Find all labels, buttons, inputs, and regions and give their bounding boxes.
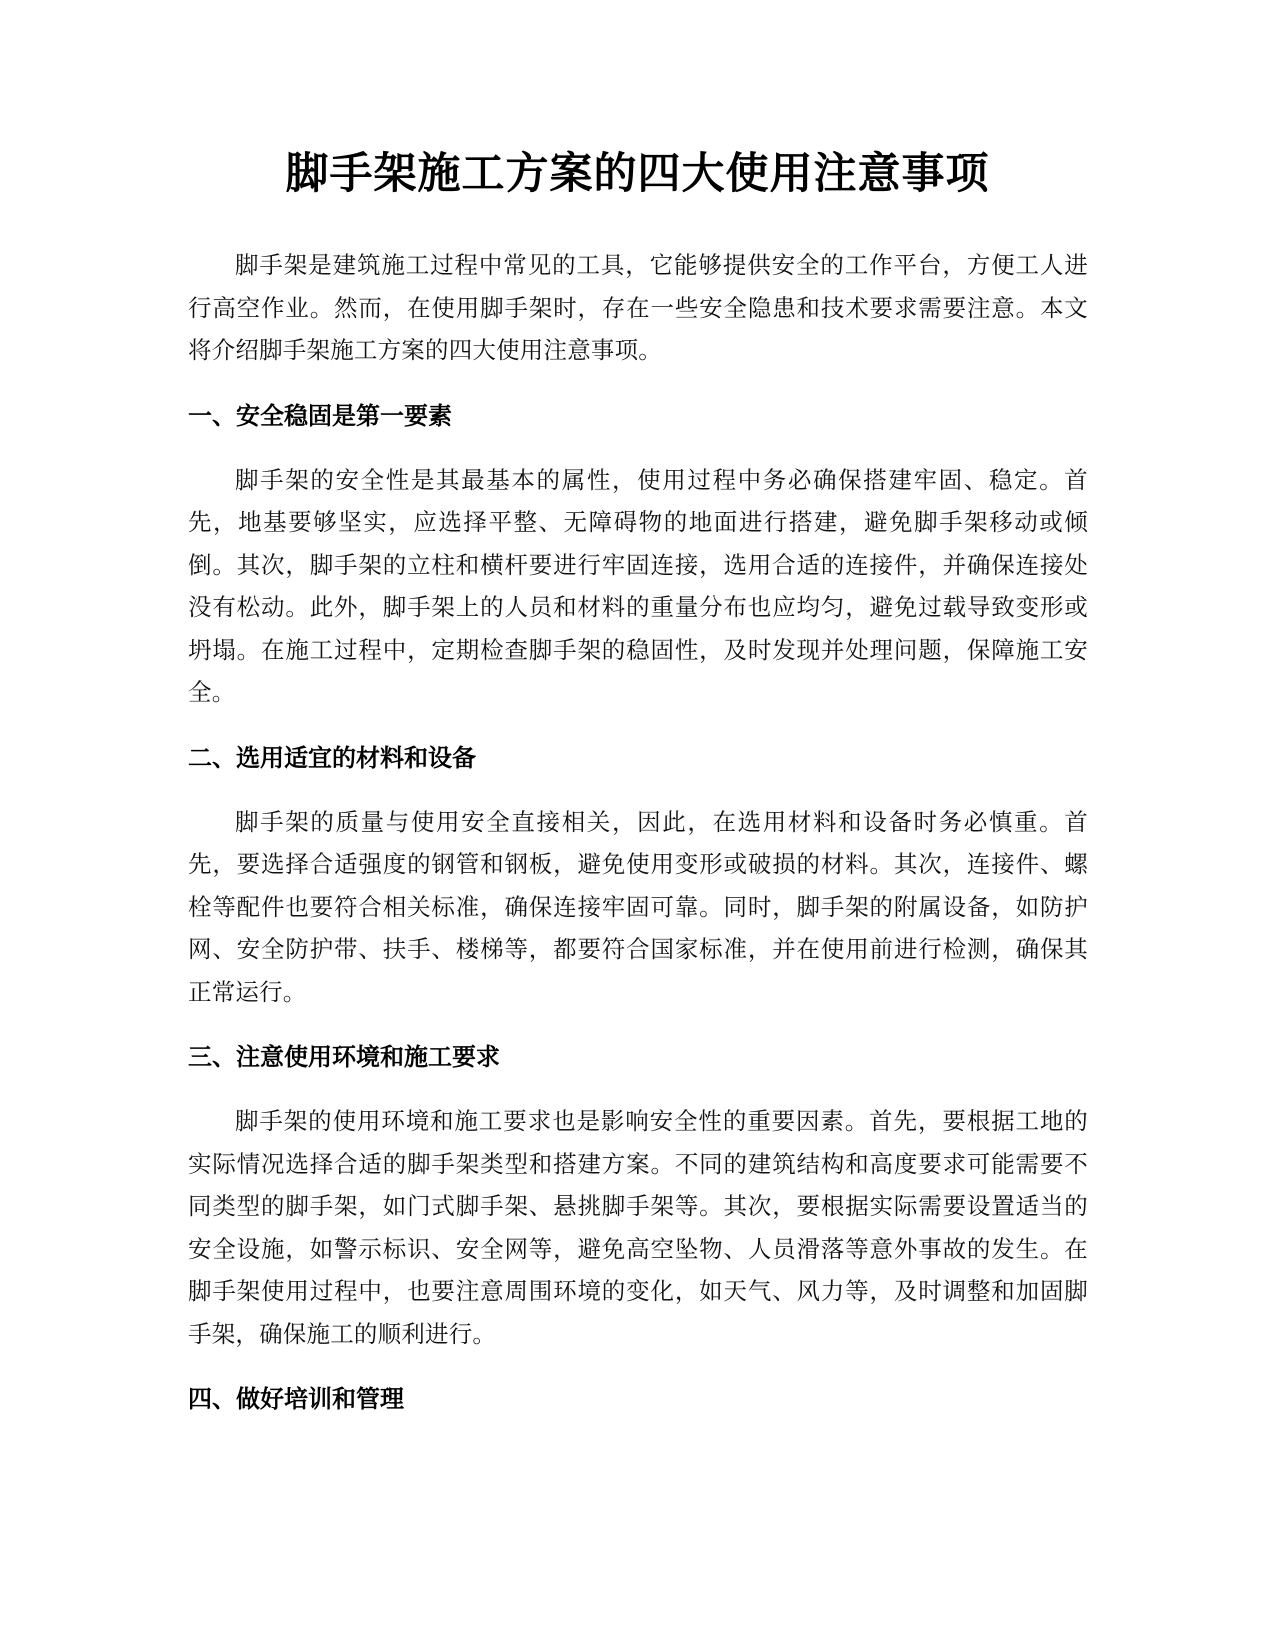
section-heading-2: 二、选用适宜的材料和设备 bbox=[188, 743, 476, 772]
section-heading-3: 三、注意使用环境和施工要求 bbox=[188, 1043, 500, 1071]
page-title: 脚手架施工方案的四大使用注意事项 bbox=[285, 149, 990, 199]
intro-paragraph: 脚手架是建筑施工过程中常见的工具，它能够提供安全的工作平台，方便工人进行高空作业。然而，在使用脚手架时，存在一些安全隐患和技术要求需要注意。本文将介绍脚手架施工方案的四大使用注意事项。 bbox=[188, 251, 1088, 364]
document-body bbox=[188, 244, 1088, 1420]
section-paragraph-2: 脚手架的质量与使用安全直接相关，因此，在选用材料和设备时务必慎重。首先，要选择合适强度的钢管和钢板，避免使用变形或破损的材料。其次，连接件、螺栓等配件也要符合相关标准，确保连接牢固可靠。同时，脚手架的附属设备，如防护网、安全防护带、扶手、楼梯等，都要符合国家标准，并在使用前进行检测，确保其正常运行。 bbox=[188, 807, 1088, 1006]
section-paragraph-1: 脚手架的安全性是其最基本的属性，使用过程中务必确保搭建牢固、稳定。首先，地基要够坚实，应选择平整、无障碍物的地面进行搭建，避免脚手架移动或倾倒。其次，脚手架的立柱和横杆要进行牢固连接，选用合适的连接件，并确保连接处没有松动。此外，脚手架上的人员和材料的重量分布也应均匀，避免过载导致变形或坍塌。在施工过程中，定期检查脚手架的稳固性，及时发现并处理问题，保障施工安全。 bbox=[188, 465, 1088, 706]
section-paragraph-3: 脚手架的使用环境和施工要求也是影响安全性的重要因素。首先，要根据工地的实际情况选择合适的脚手架类型和搭建方案。不同的建筑结构和高度要求可能需要不同类型的脚手架，如门式脚手架、悬挑脚手架等。其次，要根据实际需要设置适当的安全设施，如警示标识、安全网等，避免高空坠物、人员滑落等意外事故的发生。在脚手架使用过程中，也要注意周围环境的变化，如天气、风力等，及时调整和加固脚手架，确保施工的顺利进行。 bbox=[188, 1107, 1088, 1348]
section-heading-4: 四、做好培训和管理 bbox=[188, 1385, 404, 1413]
section-heading-1: 一、安全稳固是第一要素 bbox=[188, 401, 452, 430]
